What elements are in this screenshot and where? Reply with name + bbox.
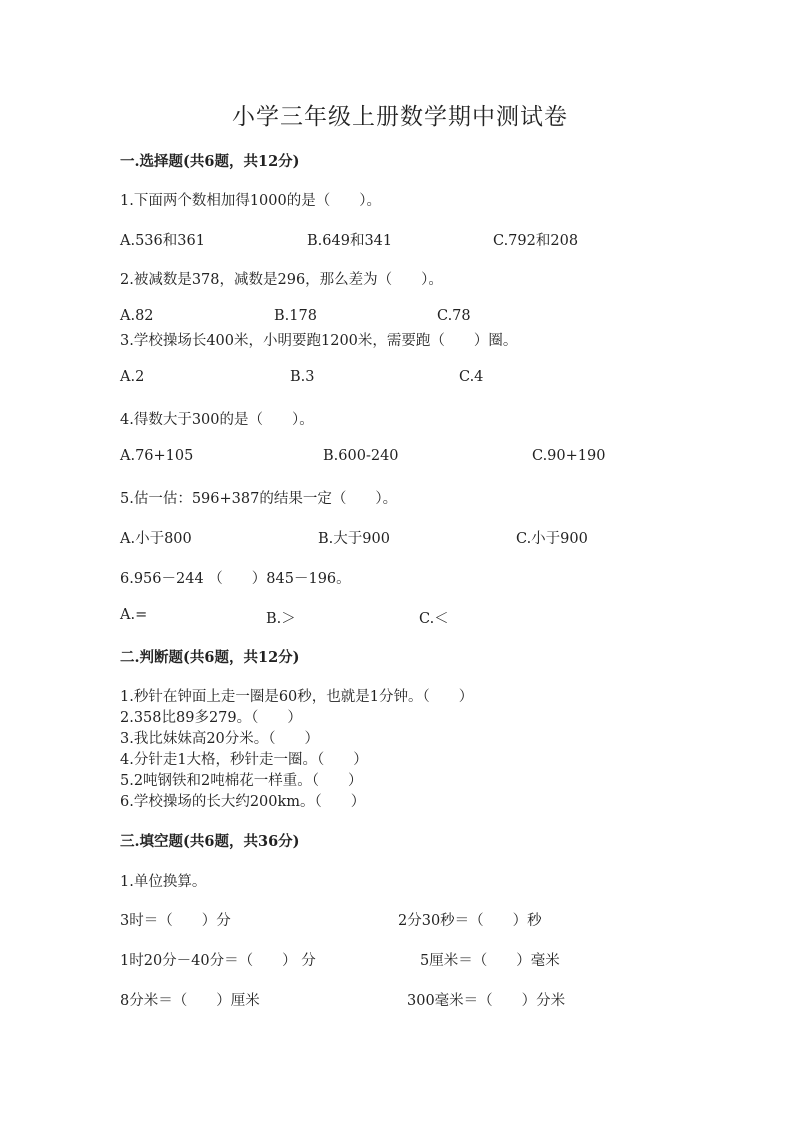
question-4: 4.得数大于300的是（ ）。 — [120, 412, 314, 428]
question-3: 3.学校操场长400米，小明要跑1200米，需要跑（ ）圈。 — [120, 333, 518, 349]
q1-option-b: B.649和341 — [307, 233, 393, 249]
q4-option-c: C.90+190 — [532, 448, 606, 464]
conversion-4: 5厘米＝（ ）毫米 — [420, 953, 560, 969]
conversion-2: 2分30秒＝（ ）秒 — [398, 913, 542, 929]
q5-option-a: A.小于800 — [120, 531, 192, 547]
q3-option-a: A.2 — [120, 369, 145, 385]
conversion-1: 3时＝（ ）分 — [120, 913, 231, 929]
question-6: 6.956－244 （ ）845－196。 — [120, 571, 351, 587]
judge-item-5: 5.2吨钢铁和2吨棉花一样重。（ ） — [120, 773, 363, 789]
q1-option-a: A.536和361 — [120, 233, 205, 249]
q4-option-a: A.76+105 — [120, 448, 194, 464]
section2-heading: 二.判断题(共6题，共12分) — [120, 649, 300, 666]
question-1: 1.下面两个数相加得1000的是（ ）。 — [120, 193, 381, 209]
conversion-6: 300毫米＝（ ）分米 — [407, 993, 566, 1009]
q3-option-b: B.3 — [290, 369, 315, 385]
question-5: 5.估一估：596+387的结果一定（ ）。 — [120, 491, 398, 507]
q2-option-b: B.178 — [274, 308, 317, 324]
judge-item-2: 2.358比89多279。（ ） — [120, 710, 302, 726]
judge-item-4: 4.分针走1大格，秒针走一圈。（ ） — [120, 752, 368, 768]
q4-option-b: B.600-240 — [323, 448, 399, 464]
q1-option-c: C.792和208 — [493, 233, 579, 249]
q6-option-c: C.＜ — [419, 611, 449, 627]
judge-item-1: 1.秒针在钟面上走一圈是60秒，也就是1分钟。（ ） — [120, 689, 474, 705]
conversion-5: 8分米＝（ ）厘米 — [120, 993, 260, 1009]
q6-option-b: B.＞ — [266, 611, 296, 627]
q5-option-b: B.大于900 — [318, 531, 390, 547]
q3-option-c: C.4 — [459, 369, 484, 385]
question-2: 2.被减数是378，减数是296，那么差为（ ）。 — [120, 272, 443, 288]
judge-item-6: 6.学校操场的长大约200km。（ ） — [120, 794, 366, 810]
judge-item-3: 3.我比妹妹高20分米。（ ） — [120, 731, 320, 747]
q2-option-a: A.82 — [120, 308, 154, 324]
q6-option-a: A.= — [120, 607, 148, 623]
q5-option-c: C.小于900 — [516, 531, 588, 547]
section1-heading: 一.选择题(共6题，共12分) — [120, 153, 300, 170]
fill-question-1: 1.单位换算。 — [120, 874, 207, 890]
section3-heading: 三.填空题(共6题，共36分) — [120, 833, 300, 850]
q2-option-c: C.78 — [437, 308, 471, 324]
conversion-3: 1时20分－40分＝（ ） 分 — [120, 953, 316, 969]
page-title: 小学三年级上册数学期中测试卷 — [232, 104, 568, 130]
